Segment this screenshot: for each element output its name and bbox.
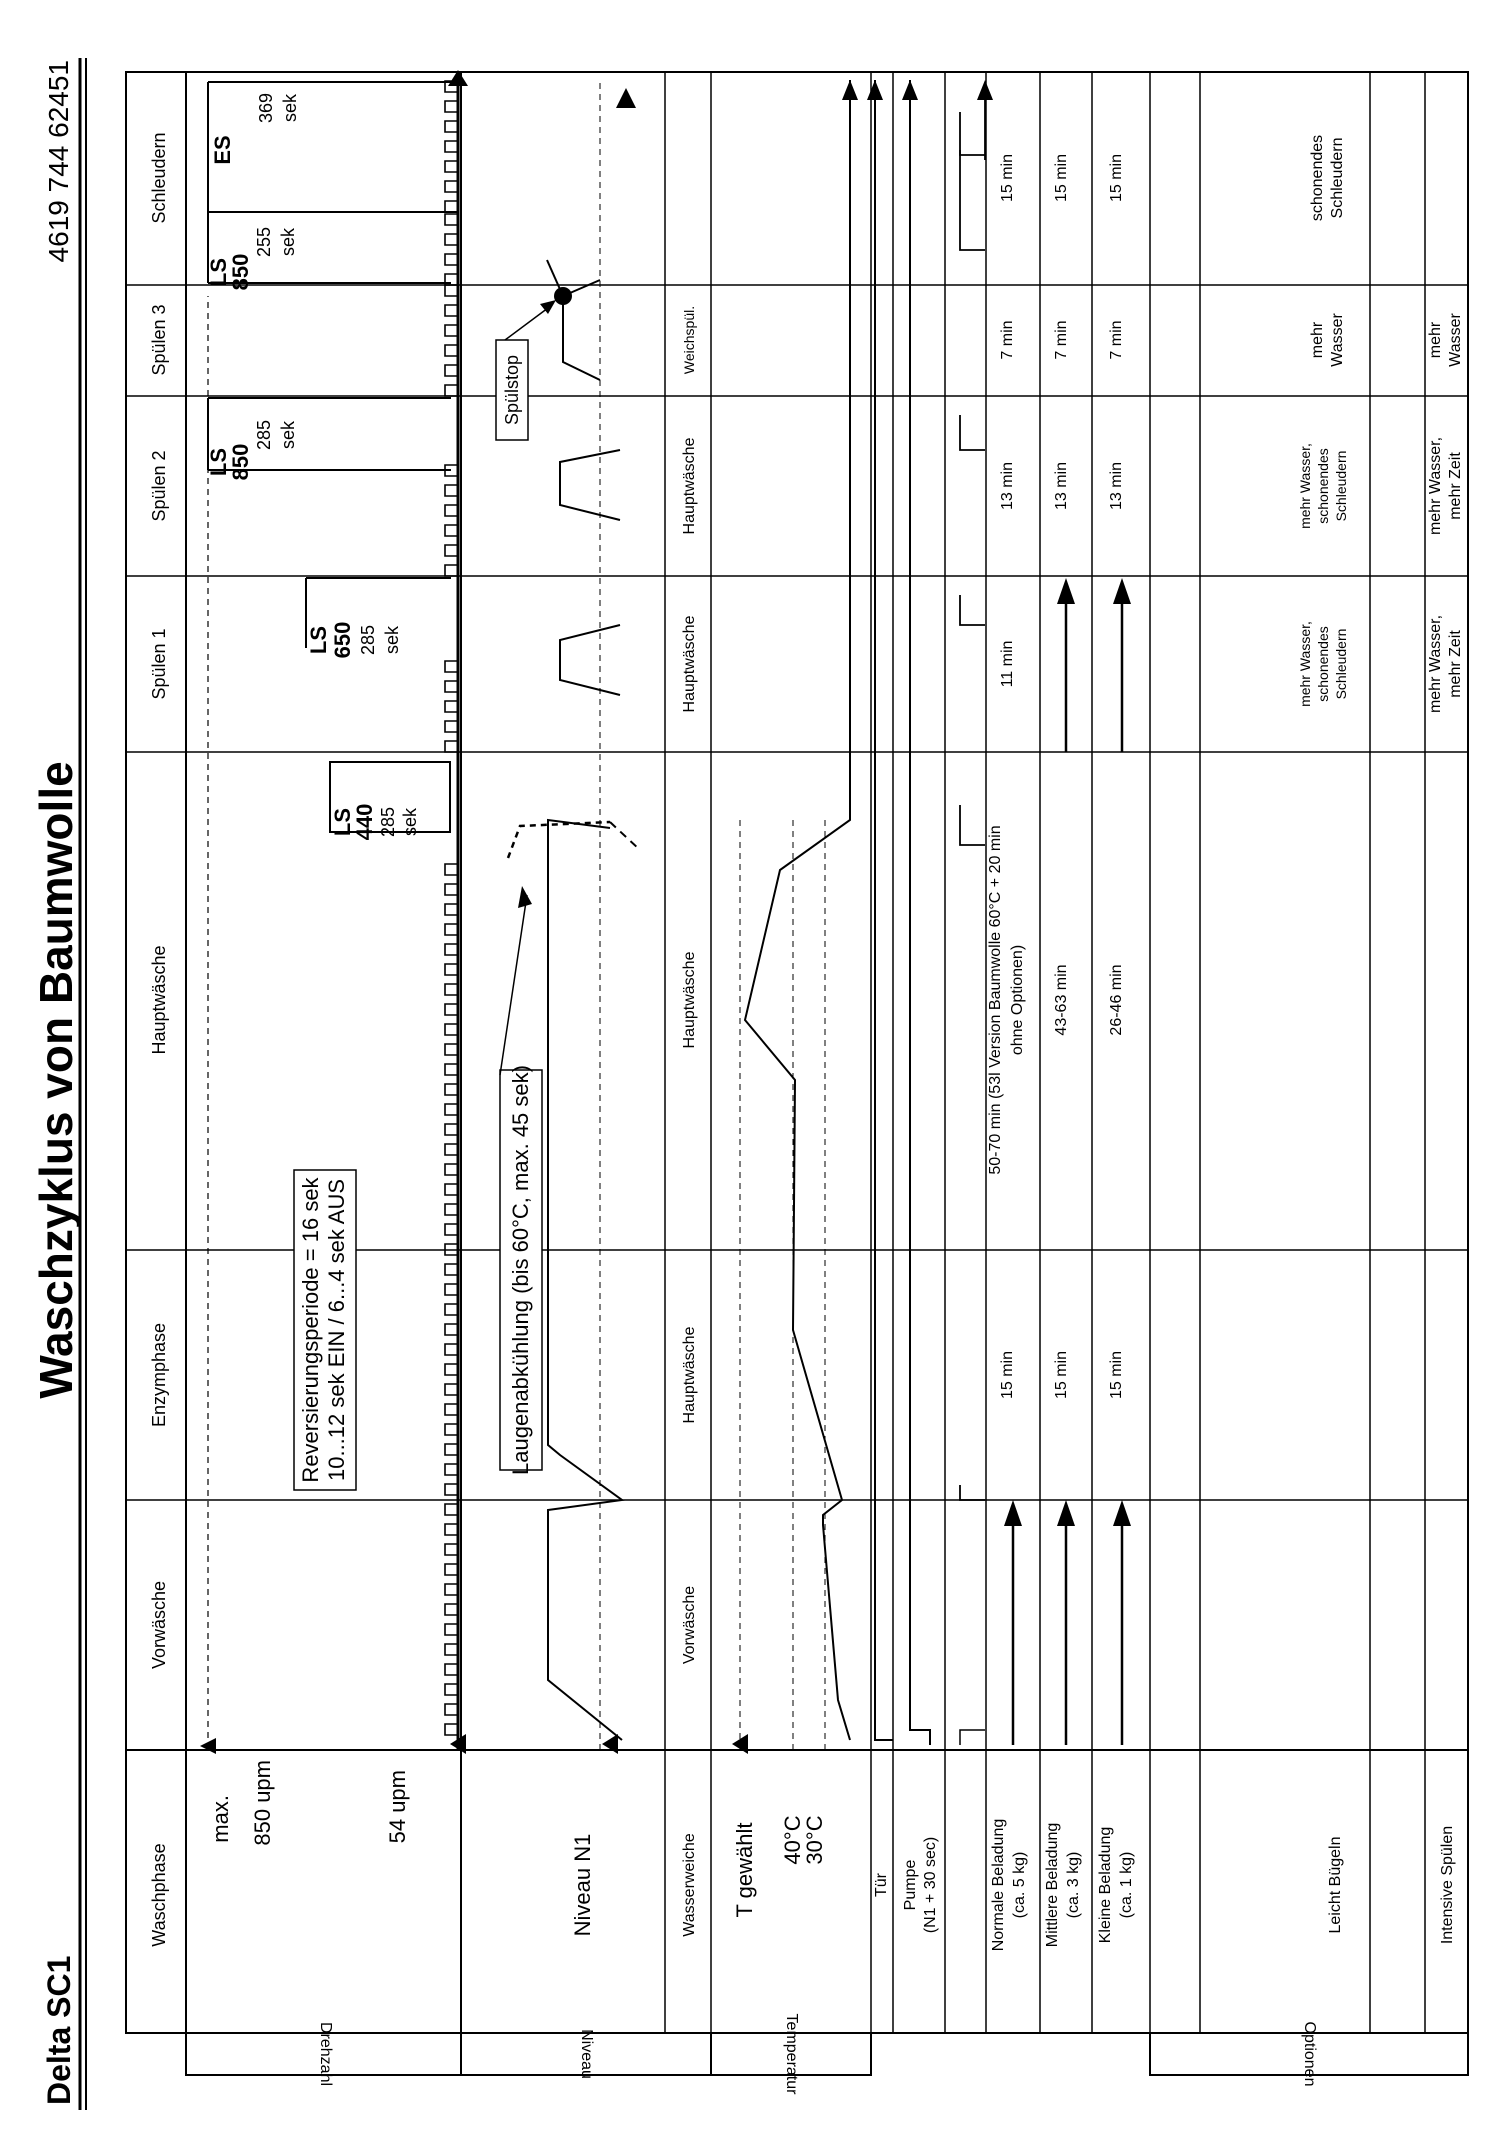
- level-top-arrow: [616, 88, 636, 108]
- water-haupt: Hauptwäsche: [681, 951, 698, 1049]
- spin-time-850b: 255: [254, 226, 274, 258]
- reversal-pulse: [445, 121, 458, 132]
- level-cooling-dashes: [610, 822, 640, 850]
- spin-rpm-440: 440: [352, 803, 377, 841]
- reversal-pulse: [445, 385, 458, 396]
- reversal-pulse: [445, 1444, 458, 1455]
- spin-rpm-650: 650: [330, 621, 355, 659]
- speed-max-rpm: 850 upm: [250, 1760, 275, 1846]
- option-light-iron-spuelen3-2: Wasser: [1329, 313, 1346, 367]
- duration-small-spuelen3: 7 min: [1108, 320, 1125, 360]
- section-optionen-label: Optionen: [1300, 2021, 1318, 2087]
- spin-unit-850a: sek: [278, 420, 298, 450]
- option-intensive-spuelen3-2: Wasser: [1447, 313, 1464, 367]
- reversal-pulse: [445, 924, 458, 935]
- reversal-pulse: [445, 1284, 458, 1295]
- reversal-pulse: [445, 1124, 458, 1135]
- spin-mode-440: LS: [330, 807, 355, 837]
- temp-selected-label: T gewählt: [732, 1822, 757, 1918]
- level-curve-spuelen2: [560, 450, 620, 520]
- pump-sub-signal: [960, 1730, 985, 1745]
- speed-low-rpm: 54 upm: [385, 1770, 410, 1844]
- option-intensive-spuelen3-1: mehr: [1427, 321, 1444, 359]
- reversal-pulse: [445, 1324, 458, 1335]
- phase-header-schleudern: Schleudern: [148, 132, 169, 224]
- option-light-iron-spuelen1-3: Schleudern: [1333, 628, 1349, 700]
- option-intensive-spuelen2-2: mehr Zeit: [1447, 452, 1464, 520]
- option-light-iron-spuelen3-1: mehr: [1309, 321, 1326, 359]
- section-temperatur-label: Temperatur: [782, 2013, 800, 2095]
- reversal-pulse: [445, 884, 458, 895]
- pump-label-2: (N1 + 30 sec): [922, 1836, 939, 1934]
- reversal-pulse: [445, 1064, 458, 1075]
- water-enzym: Hauptwäsche: [681, 1326, 698, 1424]
- temp-30-label: 30°C: [802, 1815, 827, 1865]
- spin-mode-650: LS: [306, 625, 331, 655]
- level-curve-spuelen1: [560, 625, 620, 695]
- reversal-pulse: [445, 505, 458, 516]
- option-light-iron-spuelen1-2: schonendes: [1315, 626, 1331, 702]
- cooling-note-arrowhead: [518, 886, 532, 908]
- reversal-pulse: [445, 1644, 458, 1655]
- reversal-pulse: [445, 101, 458, 112]
- temp-end-arrow: [842, 80, 858, 100]
- reversal-pulse: [445, 1084, 458, 1095]
- phase-column-lines: [126, 285, 1468, 1750]
- option-intensive-spuelen1-2: mehr Zeit: [1447, 630, 1464, 698]
- reversal-pulse: [445, 1484, 458, 1495]
- duration-normal-haupt-2: ohne Optionen): [1009, 944, 1026, 1056]
- spin-time-es: 369: [256, 92, 276, 124]
- reversal-pulse: [445, 1584, 458, 1595]
- reversal-pulse: [445, 485, 458, 496]
- option-light-iron-spuelen2-2: schonendes: [1315, 448, 1331, 524]
- option-light-iron-label: Leicht Bügeln: [1327, 1836, 1344, 1934]
- rinse-stop-text: Spülstop: [502, 354, 522, 426]
- duration-small-label-1: Kleine Beladung: [1097, 1826, 1114, 1944]
- duration-small-schleudern: 15 min: [1108, 153, 1125, 203]
- duration-normal-spuelen3: 7 min: [999, 320, 1016, 360]
- reversal-pulse: [445, 525, 458, 536]
- reversal-pulse: [445, 305, 458, 316]
- level-cooling-curve: [508, 822, 610, 858]
- table-frame: [126, 72, 1468, 2033]
- reversal-pulse: [445, 661, 458, 672]
- spin-time-850a: 285: [254, 419, 274, 451]
- reversal-pulse: [445, 1364, 458, 1375]
- duration-small-label-2: (ca. 1 kg): [1118, 1851, 1135, 1919]
- section-drehzahl-label: Drehzahl: [316, 2021, 334, 2087]
- reversal-pulse: [445, 681, 458, 692]
- water-vorwaesche: Vorwäsche: [681, 1585, 698, 1665]
- reversal-pulse: [445, 1424, 458, 1435]
- reversal-pulse: [445, 1004, 458, 1015]
- duration-medium-label-1: Mittlere Beladung: [1044, 1822, 1061, 1948]
- reversal-pulse: [445, 285, 458, 296]
- spin-time-650: 285: [358, 624, 378, 656]
- reversal-pulse: [445, 234, 458, 245]
- duration-medium-haupt: 43-63 min: [1053, 964, 1070, 1036]
- option-light-iron-schleudern-1: schonendes: [1309, 134, 1326, 222]
- section-niveau-label: Niveau: [577, 2029, 595, 2079]
- reversal-pulse: [445, 1664, 458, 1675]
- spin-mode-850a: LS: [206, 447, 231, 477]
- reversal-pulse: [445, 1104, 458, 1115]
- reversal-pulse: [445, 1344, 458, 1355]
- table-row-lines: [186, 72, 1425, 2033]
- phase-header-spuelen2: Spülen 2: [148, 450, 169, 522]
- spin-rpm-850a: 850: [228, 443, 253, 481]
- phase-header-spuelen1: Spülen 1: [148, 628, 169, 700]
- speed-max-arrow: [200, 1738, 216, 1754]
- reversal-pulses: [445, 81, 458, 1735]
- reversal-pulse: [445, 944, 458, 955]
- spin-unit-440: sek: [400, 807, 420, 837]
- reversal-pulse: [445, 254, 458, 265]
- reversal-pulse: [445, 1304, 458, 1315]
- reversal-pulse: [445, 1524, 458, 1535]
- reversal-pulse: [445, 1684, 458, 1695]
- reversal-pulse: [445, 1224, 458, 1235]
- duration-normal-spuelen1: 11 min: [999, 640, 1016, 688]
- reversal-pulse: [445, 1604, 458, 1615]
- option-intensive-rinse-label: Intensive Spülen: [1439, 1825, 1456, 1945]
- cooling-note-leader: [500, 895, 527, 1075]
- page-title: Waschzyklus von Baumwolle: [30, 761, 82, 1399]
- duration-medium-label-2: (ca. 3 kg): [1065, 1851, 1082, 1919]
- reversal-on-off-text: 10...12 sek EIN / 6...4 sek AUS: [324, 1178, 349, 1482]
- reversal-pulse: [445, 1024, 458, 1035]
- spin-mode-850b: LS: [206, 257, 231, 287]
- reversal-pulse: [445, 1164, 458, 1175]
- temperature-curve: [745, 80, 850, 1740]
- level-n1-label: Niveau N1: [570, 1833, 595, 1937]
- phase-header-vorwaesche: Vorwäsche: [148, 1580, 169, 1670]
- phase-header-hauptwaesche: Hauptwäsche: [148, 945, 169, 1055]
- option-light-iron-spuelen1-1: mehr Wasser,: [1297, 621, 1313, 707]
- pump-label-1: Pumpe: [902, 1859, 919, 1911]
- reversal-pulse: [445, 181, 458, 192]
- reversal-period-text: Reversierungsperiode = 16 sek: [298, 1177, 323, 1483]
- duration-small-haupt: 26-46 min: [1108, 964, 1125, 1036]
- temp-40-label: 40°C: [780, 1815, 805, 1865]
- water-spuelen1: Hauptwäsche: [681, 615, 698, 713]
- spin-unit-850b: sek: [278, 227, 298, 257]
- water-label: Wasserweiche: [681, 1833, 698, 1937]
- reversal-pulse: [445, 325, 458, 336]
- reversal-pulse: [445, 721, 458, 732]
- duration-medium-spuelen2: 13 min: [1053, 461, 1070, 511]
- duration-medium-schleudern: 15 min: [1053, 153, 1070, 203]
- reversal-pulse: [445, 565, 458, 576]
- reversal-pulse: [445, 984, 458, 995]
- spin-unit-es: sek: [280, 93, 300, 123]
- water-spuelen2: Hauptwäsche: [681, 437, 698, 535]
- reversal-pulse: [445, 741, 458, 752]
- reversal-pulse: [445, 201, 458, 212]
- reversal-pulse: [445, 1724, 458, 1735]
- water-spuelen3: Weichspül.: [681, 305, 697, 375]
- reversal-pulse: [445, 1204, 458, 1215]
- duration-normal-label-2: (ca. 5 kg): [1011, 1851, 1028, 1919]
- reversal-pulse: [445, 964, 458, 975]
- duration-small-enzym: 15 min: [1108, 1350, 1125, 1400]
- duration-normal-label-1: Normale Beladung: [990, 1818, 1007, 1952]
- reversal-pulse: [445, 141, 458, 152]
- reversal-pulse: [445, 1044, 458, 1055]
- spin-time-440: 285: [378, 806, 398, 838]
- phase-header-spuelen3: Spülen 3: [148, 304, 169, 376]
- duration-small-spuelen2: 13 min: [1108, 461, 1125, 511]
- option-intensive-spuelen1-1: mehr Wasser,: [1427, 614, 1444, 714]
- reversal-pulse: [445, 1544, 458, 1555]
- reversal-pulse: [445, 1624, 458, 1635]
- option-light-iron-spuelen2-1: mehr Wasser,: [1297, 443, 1313, 529]
- reversal-pulse: [445, 1264, 458, 1275]
- reversal-pulse: [445, 161, 458, 172]
- reversal-pulse: [445, 365, 458, 376]
- reversal-pulse: [445, 701, 458, 712]
- door-label: Tür: [873, 1873, 890, 1897]
- duration-normal-schleudern: 15 min: [999, 153, 1016, 203]
- spin-mode-es: ES: [210, 135, 235, 165]
- duration-medium-enzym: 15 min: [1053, 1350, 1070, 1400]
- cooling-note-text: Laugenabkühlung (bis 60°C, max. 45 sek): [508, 1065, 533, 1475]
- speed-max-label: max.: [208, 1795, 233, 1843]
- pump-pulses: [960, 112, 985, 1500]
- duration-medium-spuelen3: 7 min: [1053, 320, 1070, 360]
- duration-normal-enzym: 15 min: [999, 1350, 1016, 1400]
- reversal-pulse: [445, 864, 458, 875]
- phase-header-waschphase: Waschphase: [148, 1843, 169, 1947]
- reversal-pulse: [445, 904, 458, 915]
- reversal-pulse: [445, 1144, 458, 1155]
- spin-unit-650: sek: [382, 625, 402, 655]
- door-signal: [875, 80, 893, 1740]
- spin-boxes: [206, 82, 458, 840]
- phase-header-enzymphase: Enzymphase: [148, 1322, 169, 1428]
- option-intensive-spuelen2-1: mehr Wasser,: [1427, 436, 1444, 536]
- reversal-pulse: [445, 214, 458, 225]
- spin-rpm-850b: 850: [228, 253, 253, 291]
- level-curve-vor-haupt: [548, 820, 622, 1740]
- duration-normal-spuelen2: 13 min: [999, 461, 1016, 511]
- option-light-iron-schleudern-2: Schleudern: [1329, 137, 1346, 219]
- reversal-pulse: [445, 1384, 458, 1395]
- level-curve-spuelen3: [563, 296, 600, 380]
- reversal-pulse: [445, 545, 458, 556]
- pump-signal: [910, 80, 930, 1745]
- reversal-pulse: [445, 1404, 458, 1415]
- reversal-pulse: [445, 1504, 458, 1515]
- model-name: Delta SC1: [41, 1955, 77, 2105]
- reversal-pulse: [445, 1464, 458, 1475]
- option-light-iron-spuelen2-3: Schleudern: [1333, 450, 1349, 522]
- reversal-pulse: [445, 1704, 458, 1715]
- document-number: 4619 744 62451: [43, 60, 74, 263]
- duration-normal-haupt-1: 50-70 min (53l Version Baumwolle 60°C + 20 min: [987, 825, 1004, 1175]
- reversal-pulse: [445, 345, 458, 356]
- duration-arrows: [1013, 600, 1122, 1745]
- reversal-pulse: [445, 1184, 458, 1195]
- reversal-pulse: [445, 1564, 458, 1575]
